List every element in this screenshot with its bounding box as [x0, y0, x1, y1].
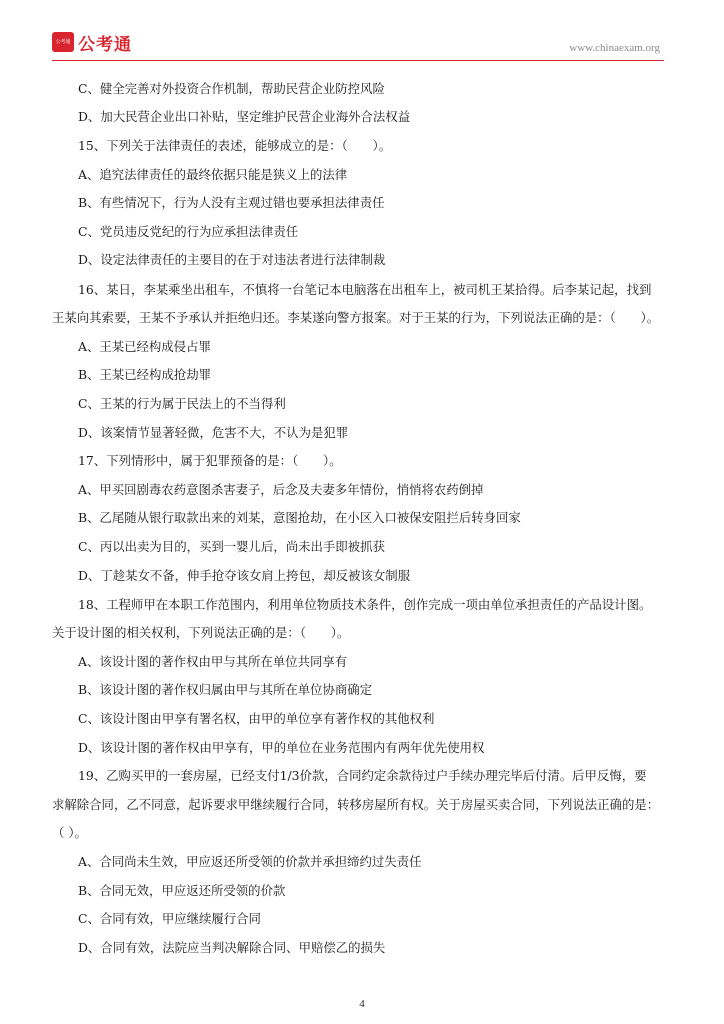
q19-option-d: D、合同有效，法院应当判决解除合同、甲赔偿乙的损失 — [78, 940, 386, 955]
q19-answer-blank: （ ）。 — [52, 825, 87, 840]
q14-option-d: D、加大民营企业出口补贴，坚定维护民营企业海外合法权益 — [78, 109, 411, 124]
q15-stem: 15、下列关于法律责任的表述，能够成立的是：（ ）。 — [78, 138, 392, 153]
q16-option-a: A、王某已经构成侵占罪 — [78, 339, 211, 354]
q17-option-d: D、丁趁某女不备，伸手抢夺该女肩上挎包，却反被该女制服 — [78, 568, 411, 583]
q19-option-b: B、合同无效，甲应返还所受领的价款 — [78, 883, 286, 898]
q16-stem-cont: 王某向其索要，王某不予承认并拒绝归还。李某遂向警方报案。对于王某的行为，下列说法正确的是：（ ）。 — [52, 310, 660, 325]
q16-option-d: D、该案情节显著轻微，危害不大，不认为是犯罪 — [78, 425, 349, 440]
q19-stem: 19、乙购买甲的一套房屋，已经支付1/3价款，合同约定余款待过户手续办理完毕后付清。后甲反悔，要 — [78, 768, 647, 783]
page-header — [52, 30, 664, 64]
q18-option-b: B、该设计图的著作权归属由甲与其所在单位协商确定 — [78, 682, 373, 697]
q18-stem: 18、工程师甲在本职工作范围内，利用单位物质技术条件，创作完成一项由单位承担责任的产品设计图。 — [78, 597, 652, 612]
q18-option-d: D、该设计图的著作权由甲享有，甲的单位在业务范围内有两年优先使用权 — [78, 740, 485, 755]
logo-badge: 公考通 — [52, 32, 74, 52]
q17-option-b: B、乙尾随从银行取款出来的刘某，意图抢劫，在小区入口被保安阻拦后转身回家 — [78, 510, 521, 525]
q19-option-c: C、合同有效，甲应继续履行合同 — [78, 911, 261, 926]
q15-option-c: C、党员违反党纪的行为应承担法律责任 — [78, 224, 299, 239]
q15-option-b: B、有些情况下，行为人没有主观过错也要承担法律责任 — [78, 195, 385, 210]
site-url: www.chinaexam.org — [569, 42, 660, 54]
q16-stem: 16、某日，李某乘坐出租车，不慎将一台笔记本电脑落在出租车上，被司机王某拾得。后李某记起，找到 — [78, 282, 652, 297]
logo-text: 公考通 — [78, 35, 132, 55]
q17-option-c: C、丙以出卖为目的，买到一婴儿后，尚未出手即被抓获 — [78, 539, 385, 554]
q16-option-c: C、王某的行为属于民法上的不当得利 — [78, 396, 286, 411]
q14-option-c: C、健全完善对外投资合作机制，帮助民营企业防控风险 — [78, 81, 385, 96]
q18-option-a: A、该设计图的著作权由甲与其所在单位共同享有 — [78, 654, 348, 669]
header-divider — [52, 60, 664, 61]
q18-option-c: C、该设计图由甲享有署名权，由甲的单位享有著作权的其他权利 — [78, 711, 435, 726]
page-number: 4 — [359, 998, 365, 1010]
q15-option-d: D、设定法律责任的主要目的在于对违法者进行法律制裁 — [78, 252, 386, 267]
q17-stem: 17、下列情形中，属于犯罪预备的是：（ ）。 — [78, 453, 342, 468]
q17-option-a: A、甲买回剧毒农药意图杀害妻子，后念及夫妻多年情份，悄悄将农药倒掉 — [78, 482, 484, 497]
q19-stem-cont: 求解除合同，乙不同意，起诉要求甲继续履行合同，转移房屋所有权。关于房屋买卖合同，下列说法正确的是： — [52, 797, 660, 812]
q15-option-a: A、追究法律责任的最终依据只能是狭义上的法律 — [78, 167, 348, 182]
q16-option-b: B、王某已经构成抢劫罪 — [78, 367, 212, 382]
q18-stem-cont: 关于设计图的相关权利，下列说法正确的是：（ ）。 — [52, 625, 350, 640]
q19-option-a: A、合同尚未生效，甲应返还所受领的价款并承担缔约过失责任 — [78, 854, 422, 869]
